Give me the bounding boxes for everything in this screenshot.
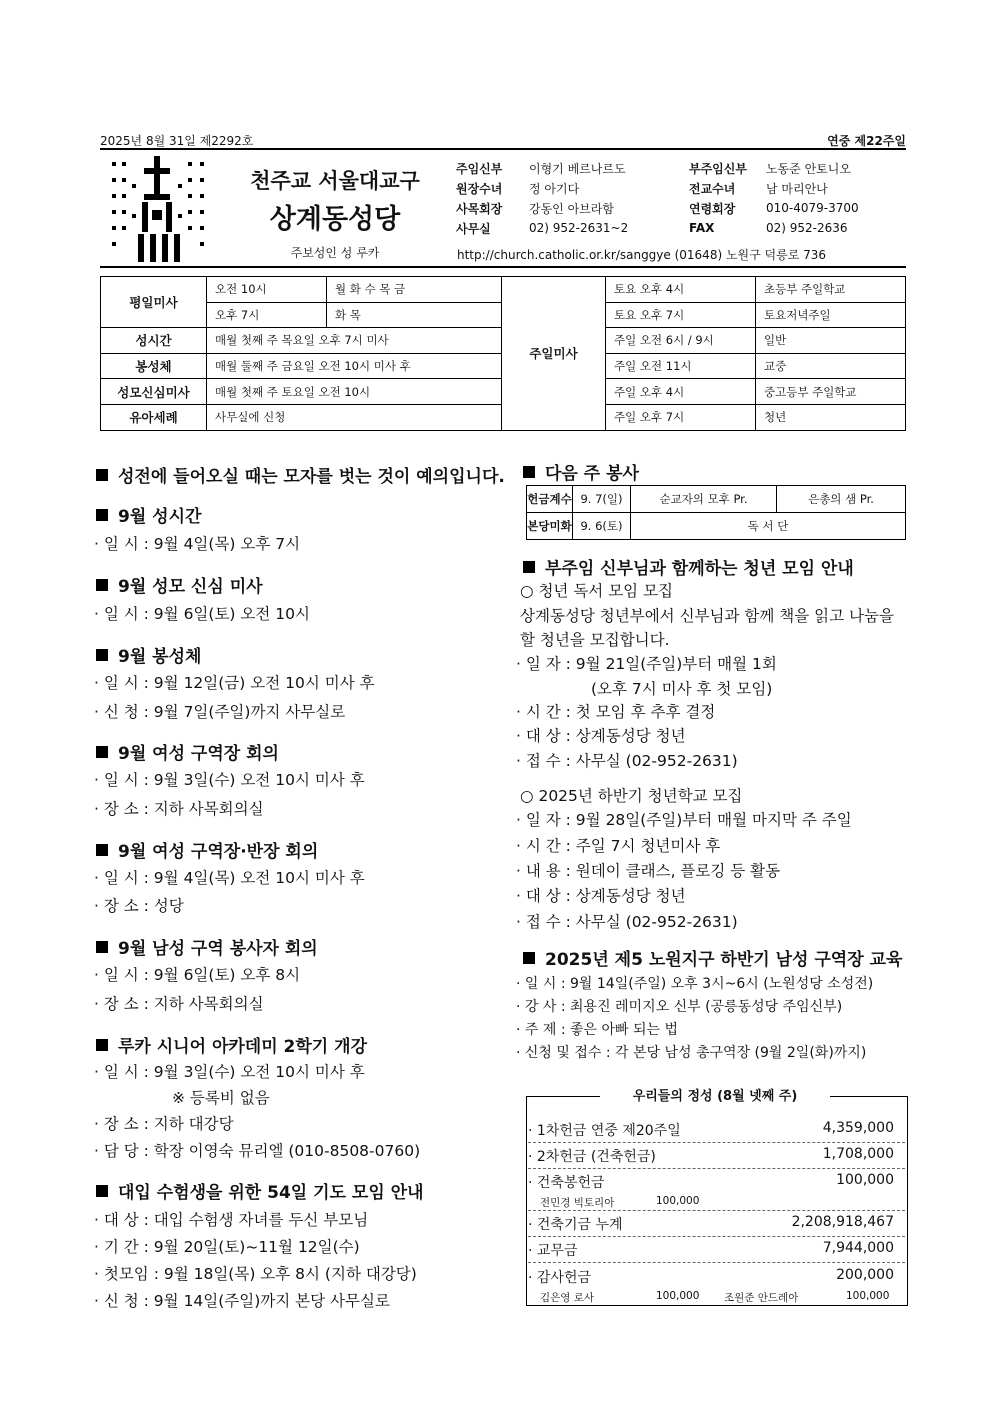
section-title: 9월 남성 구역 봉사자 회의 [118, 939, 318, 959]
staff-row [456, 158, 906, 178]
detail-line: · 장 소 : 지하 사목회의실 [94, 995, 264, 1013]
sunday-group: 교중 [756, 353, 906, 379]
collection-row [528, 1172, 894, 1192]
collection-label: · 건축기금 누계 [528, 1217, 623, 1233]
staff-value: 이형기 베르나르도 [529, 161, 626, 176]
staff-list [456, 158, 906, 238]
section-title: 9월 여성 구역장·반장 회의 [118, 842, 319, 862]
row-divider [528, 1262, 905, 1263]
staff-value: 남 마리안나 [766, 181, 828, 196]
detail-line: · 장 소 : 지하 대강당 [94, 1115, 234, 1133]
detail-line: · 일 시 : 9월 12일(금) 오전 10시 미사 후 [94, 674, 375, 692]
detail-line: · 대 상 : 상계동성당 청년 [516, 887, 686, 905]
collection-label: · 건축봉헌금 [528, 1175, 605, 1191]
collection-amount: 2,208,918,467 [791, 1214, 894, 1230]
header-rule-top [100, 148, 906, 150]
infant-baptism-label: 유아세례 [101, 404, 207, 430]
row-divider [528, 1236, 905, 1237]
mass-schedule-table [100, 276, 906, 431]
parish-name: 상계동성당 [269, 204, 401, 235]
mass-time: 오후 7시 [207, 302, 327, 328]
detail-line: · 일 시 : 9월 3일(수) 오전 10시 미사 후 [94, 771, 365, 789]
holy-hour-label: 성시간 [101, 328, 207, 354]
row-divider [528, 1168, 905, 1169]
collection-amount: 7,944,000 [822, 1240, 894, 1256]
detail-line: · 시 간 : 첫 모임 후 추후 결정 [516, 703, 716, 721]
detail-line: · 일 자 : 9월 21일(주일)부터 매월 1회 [516, 655, 777, 673]
square-bullet-icon [523, 561, 535, 573]
detail-line: · 대 상 : 대입 수험생 자녀를 두신 부모님 [94, 1211, 369, 1229]
collection-row [528, 1240, 894, 1260]
detail-line: 할 청년을 모집합니다. [520, 631, 670, 649]
service-type: 헌금계수 [527, 486, 573, 513]
detail-line: · 일 시 : 9월 4일(목) 오후 7시 [94, 535, 301, 553]
infant-baptism-text: 사무실에 신청 [207, 404, 502, 430]
patron-saint: 주보성인 성 루카 [290, 246, 380, 260]
square-bullet-icon [96, 1185, 108, 1197]
detail-line: · 시 간 : 주일 7시 청년미사 후 [516, 837, 721, 855]
collection-label: · 교무금 [528, 1243, 578, 1259]
service-date: 9. 6(토) [573, 513, 631, 540]
issue-date: 2025년 8월 31일 제2292호 [100, 134, 254, 148]
detail-line: · 일 시 : 9월 3일(수) 오전 10시 미사 후 [94, 1063, 365, 1081]
archdiocese-name: 천주교 서울대교구 [250, 169, 420, 193]
detail-line: · 신 청 : 9월 14일(주일)까지 본당 사무실로 [94, 1292, 390, 1310]
section-women-leaders-2 [96, 837, 318, 862]
staff-value: 노동준 안토니오 [766, 161, 851, 176]
staff-key: 전교수녀 [689, 181, 736, 196]
parish-title [240, 165, 430, 261]
donor-name: 조원준 안드레아 [724, 1292, 799, 1304]
collection-label: · 2차헌금 (건축헌금) [528, 1149, 656, 1165]
holy-hour-text: 매월 첫째 주 목요일 오후 7시 미사 [207, 328, 502, 354]
square-bullet-icon [96, 1039, 108, 1051]
staff-key: 주임신부 [456, 161, 503, 176]
donor-amount: 100,000 [846, 1290, 890, 1302]
detail-line: ○ 청년 독서 모임 모집 [520, 582, 674, 600]
collection-row [528, 1120, 894, 1140]
square-bullet-icon [96, 579, 108, 591]
section-men-volunteers [96, 934, 318, 959]
detail-line: · 내 용 : 원데이 클래스, 플로깅 등 활동 [516, 862, 781, 880]
section-exam-prayer [96, 1178, 424, 1203]
section-title: 부주임 신부님과 함께하는 청년 모임 안내 [545, 559, 854, 579]
sunday-group: 청년 [756, 404, 906, 430]
staff-value: 02) 952-2631~2 [529, 221, 629, 235]
detail-line: · 신 청 : 9월 7일(주일)까지 사무실로 [94, 703, 346, 721]
weekday-mass-label: 평일미사 [101, 277, 207, 328]
square-bullet-icon [96, 844, 108, 856]
section-title: 9월 여성 구역장 회의 [118, 744, 279, 764]
square-bullet-icon [96, 509, 108, 521]
staff-key: 사목회장 [456, 201, 503, 216]
detail-line: · 일 시 : 9월 4일(목) 오전 10시 미사 후 [94, 869, 365, 887]
square-bullet-icon [96, 941, 108, 953]
section-title: 다음 주 봉사 [545, 464, 639, 484]
mass-days: 월 화 수 목 금 [327, 277, 502, 303]
section-title: 루카 시니어 아카데미 2학기 개강 [118, 1037, 367, 1057]
service-group: 독 서 단 [631, 513, 906, 540]
detail-line: · 기 간 : 9월 20일(토)~11월 12일(수) [94, 1238, 360, 1256]
collection-amount: 1,708,000 [822, 1146, 894, 1162]
section-senior-academy [96, 1032, 367, 1057]
mass-time: 오전 10시 [207, 277, 327, 303]
section-women-leaders [96, 739, 279, 764]
communion-visit-text: 매월 둘째 주 금요일 오전 10시 미사 후 [207, 353, 502, 379]
detail-line: (오후 7시 미사 후 첫 모임) [591, 680, 773, 698]
sunday-group: 초등부 주일학교 [756, 277, 906, 303]
sunday-time: 주일 오후 7시 [606, 404, 756, 430]
row-divider [528, 1142, 905, 1143]
detail-line: · 접 수 : 사무실 (02-952-2631) [516, 913, 738, 931]
communion-visit-label: 봉성체 [101, 353, 207, 379]
collection-row [528, 1146, 894, 1166]
staff-value: 010-4079-3700 [766, 201, 859, 215]
service-date: 9. 7(일) [573, 486, 631, 513]
staff-value: 정 아기다 [529, 181, 580, 196]
staff-key: 부주임신부 [689, 161, 747, 176]
staff-row [456, 198, 906, 218]
section-title: 9월 봉성체 [118, 647, 202, 667]
marian-mass-label: 성모신심미사 [101, 379, 207, 405]
collections-title: 우리들의 정성 (8월 넷째 주) [600, 1085, 830, 1104]
collection-label: · 감사헌금 [528, 1270, 591, 1286]
section-title: 성전에 들어오실 때는 모자를 벗는 것이 예의입니다. [118, 467, 505, 487]
detail-line: · 일 자 : 9월 28일(주일)부터 매월 마지막 주 주일 [516, 811, 852, 829]
donor-amount: 100,000 [656, 1195, 700, 1207]
section-title: 9월 성모 신심 미사 [118, 577, 263, 597]
section-communion-visit [96, 642, 201, 667]
sunday-time: 주일 오전 6시 / 9시 [606, 328, 756, 354]
detail-line: · 일 시 : 9월 6일(토) 오전 10시 [94, 605, 310, 623]
section-youth [523, 554, 854, 579]
collection-amount: 100,000 [836, 1172, 894, 1188]
staff-row [456, 218, 906, 238]
row-divider [528, 1210, 905, 1211]
detail-line: · 장 소 : 지하 사목회의실 [94, 800, 264, 818]
square-bullet-icon [96, 469, 108, 481]
staff-key: 연령회장 [689, 201, 736, 216]
detail-line: · 일 시 : 9월 6일(토) 오후 8시 [94, 966, 301, 984]
section-holy-hour [96, 502, 201, 527]
detail-line: · 일 시 : 9월 14일(주일) 오후 3시~6시 (노원성당 소성전) [516, 976, 874, 992]
donor-amount: 100,000 [656, 1290, 700, 1302]
mass-days: 화 목 [327, 302, 502, 328]
sunday-group: 토요저녁주일 [756, 302, 906, 328]
detail-line: 상계동성당 청년부에서 신부님과 함께 책을 읽고 나눔을 [520, 607, 894, 625]
detail-line: · 접 수 : 사무실 (02-952-2631) [516, 752, 738, 770]
detail-line: ○ 2025년 하반기 청년학교 모집 [520, 787, 743, 805]
donor-name: 김은영 로사 [540, 1292, 595, 1304]
sunday-time: 주일 오후 4시 [606, 379, 756, 405]
collection-row [528, 1267, 894, 1287]
detail-line: · 신청 및 접수 : 각 본당 남성 총구역장 (9월 2일(화)까지) [516, 1045, 867, 1061]
sunday-group: 일반 [756, 328, 906, 354]
square-bullet-icon [523, 952, 535, 964]
staff-key: 사무실 [456, 221, 491, 236]
collection-row [528, 1214, 894, 1234]
liturgical-season: 연중 제22주일 [827, 134, 906, 148]
square-bullet-icon [523, 466, 535, 478]
detail-line: · 대 상 : 상계동성당 청년 [516, 727, 686, 745]
service-type: 본당미화 [527, 513, 573, 540]
staff-value: 강동인 아브라함 [529, 201, 614, 216]
collection-amount: 4,359,000 [822, 1120, 894, 1136]
church-logo-icon [108, 154, 218, 262]
section-men-education [523, 945, 902, 970]
square-bullet-icon [96, 746, 108, 758]
section-title: 대입 수험생을 위한 54일 기도 모임 안내 [118, 1183, 424, 1203]
sunday-time: 주일 오전 11시 [606, 353, 756, 379]
hat-notice [96, 462, 505, 487]
issue-line [100, 132, 906, 149]
detail-line: ※ 등록비 없음 [172, 1089, 270, 1107]
square-bullet-icon [96, 649, 108, 661]
section-title: 2025년 제5 노원지구 하반기 남성 구역장 교육 [545, 950, 903, 970]
staff-row [456, 178, 906, 198]
collection-amount: 200,000 [836, 1267, 894, 1283]
staff-key: FAX [689, 221, 715, 235]
collection-label: · 1차헌금 연중 제20주일 [528, 1123, 681, 1139]
marian-mass-text: 매월 첫째 주 토요일 오전 10시 [207, 379, 502, 405]
section-title: 9월 성시간 [118, 507, 202, 527]
detail-line: · 담 당 : 학장 이영숙 뮤리엘 (010-8508-0760) [94, 1142, 421, 1160]
parish-url[interactable]: http://church.catholic.or.kr/sanggye (01648) 노원구 덕릉로 736 [457, 248, 827, 262]
donor-name: 전민경 빅토리아 [540, 1197, 615, 1209]
staff-value: 02) 952-2636 [766, 221, 848, 235]
service-table [526, 485, 906, 540]
section-next-week-service [523, 459, 639, 484]
header-rule-bottom [100, 266, 906, 268]
section-marian-mass [96, 572, 263, 597]
service-group: 은총의 샘 Pr. [777, 486, 906, 513]
sunday-time: 토요 오후 4시 [606, 277, 756, 303]
detail-line: · 강 사 : 최용진 레미지오 신부 (공릉동성당 주임신부) [516, 999, 843, 1015]
service-group: 순교자의 모후 Pr. [631, 486, 777, 513]
staff-key: 원장수녀 [456, 181, 503, 196]
sunday-mass-label: 주일미사 [502, 277, 606, 431]
sunday-group: 중고등부 주일학교 [756, 379, 906, 405]
detail-line: · 주 제 : 좋은 아빠 되는 법 [516, 1022, 679, 1038]
detail-line: · 장 소 : 성당 [94, 897, 184, 915]
detail-line: · 첫모임 : 9월 18일(목) 오후 8시 (지하 대강당) [94, 1265, 417, 1283]
sunday-time: 토요 오후 7시 [606, 302, 756, 328]
